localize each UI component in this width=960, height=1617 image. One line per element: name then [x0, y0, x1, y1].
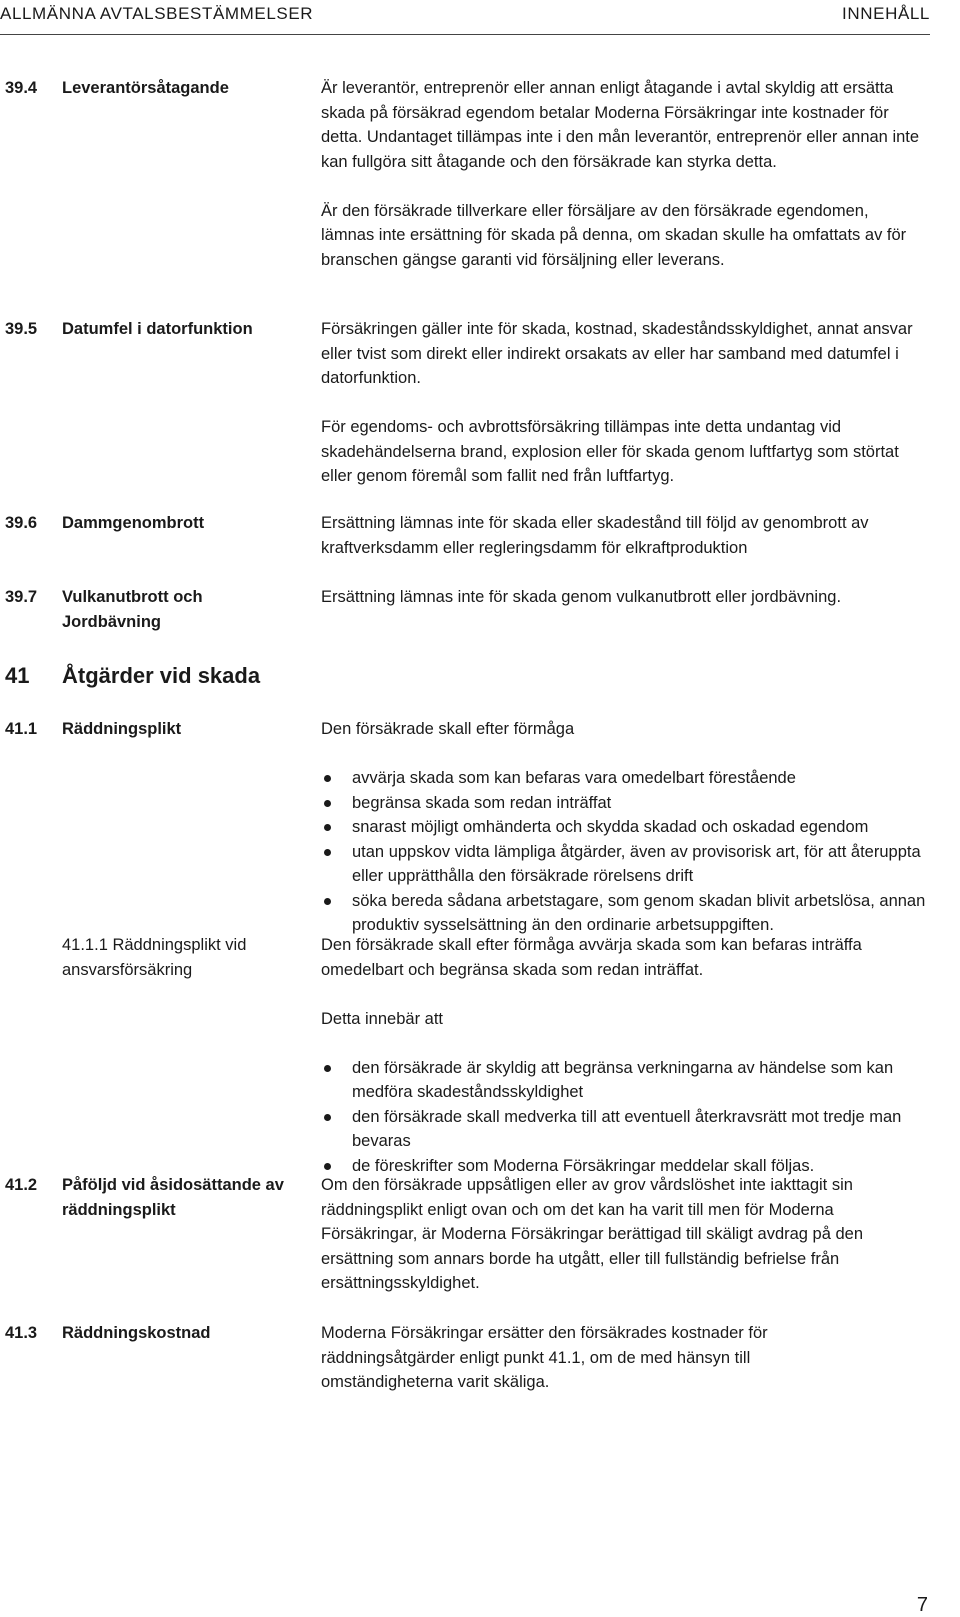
section-title: Påföljd vid åsidosättande av räddningsplikt	[62, 1176, 284, 1219]
paragraph: Ersättning lämnas inte för skada eller skadestånd till följd av genombrott av kraftverksdamm eller regleringsdamm för elkraftproduktion	[321, 514, 869, 557]
section-title: Leverantörsåtagande	[62, 79, 229, 97]
header-contents-link[interactable]: INNEHÅLL	[842, 4, 930, 23]
section-number: 39.6	[5, 514, 38, 532]
section-number: 39.4	[5, 79, 38, 97]
list-lead: Den försäkrade skall efter förmåga	[321, 720, 575, 738]
section-body	[321, 717, 926, 938]
page-number: 7	[916, 1594, 928, 1616]
paragraph: Ersättning lämnas inte för skada genom vulkanutbrott eller jordbävning.	[321, 588, 842, 606]
section-title: Datumfel i datorfunktion	[62, 320, 253, 338]
list-item: den försäkrade är skyldig att begränsa verkningarna av händelse som kan medföra skadeståndsskyldighet	[321, 1056, 926, 1105]
list-item: söka bereda sådana arbetstagare, som genom skadan blivit arbetslösa, annan produktiv sysselsättning än den ordinarie arbetsuppgiften.	[321, 889, 926, 938]
list-item: snarast möjligt omhänderta och skydda skadad och oskadad egendom	[321, 815, 926, 840]
bullet-list	[321, 766, 926, 938]
list-item: utan uppskov vidta lämpliga åtgärder, även av provisorisk art, för att återuppta eller upprätthålla den försäkrade rörelsens drift	[321, 840, 926, 889]
paragraph: Moderna Försäkringar ersätter den försäkrades kostnader för räddningsåtgärder enligt punkt 41.1, om de med hänsyn till omständigheterna varit skäliga.	[321, 1324, 768, 1391]
section-title: Vulkanutbrott och Jordbävning	[62, 588, 203, 631]
bullet-list	[321, 1056, 926, 1179]
header-section-title: ALLMÄNNA AVTALSBESTÄMMELSER	[0, 4, 314, 23]
chapter-heading-41	[5, 663, 260, 689]
section-body	[321, 317, 926, 489]
list-item: begränsa skada som redan inträffat	[321, 791, 926, 816]
section-number: 41.3	[5, 1324, 38, 1342]
chapter-title: Åtgärder vid skada	[62, 663, 261, 688]
section-body	[321, 1321, 801, 1395]
paragraph: För egendoms- och avbrottsförsäkring tillämpas inte detta undantag vid skadehändelserna brand, explosion eller för skada genom luftfartyg som störtat eller genom föremål som fallit ned från luftfartyg.	[321, 418, 899, 485]
list-item: avvärja skada som kan befaras vara omedelbart förestående	[321, 766, 926, 791]
paragraph: Är den försäkrade tillverkare eller försäljare av den försäkrade egendomen, lämnas inte ersättning för skada på denna, om skadan skulle ha omfattats av för branschen gängse garanti vid försäljning eller leverans.	[321, 201, 907, 269]
list-lead: Detta innebär att	[321, 1009, 443, 1028]
section-number: 41.2	[5, 1176, 38, 1194]
paragraph: Om den försäkrade uppsåtligen eller av grov vårdslöshet inte iakttagit sin räddningsplikt enligt ovan och om det kan ha varit till men för Moderna Försäkringar, är Moderna Försäkringar berättigad till skäligt avdrag på den ersättning som annars borde ha utgått, eller till fullständig befrielse från ersättningsskyldighet.	[321, 1176, 864, 1292]
section-title: Räddningskostnad	[62, 1324, 211, 1342]
section-number: 41.1	[5, 720, 38, 738]
section-number: 39.5	[5, 320, 38, 338]
section-number: 39.7	[5, 588, 38, 606]
section-body	[321, 76, 926, 272]
section-title: Dammgenombrott	[62, 514, 205, 532]
paragraph: Den försäkrade skall efter förmåga avvärja skada som kan befaras inträffa omedelbart och begränsa skada som redan inträffat.	[321, 936, 862, 979]
paragraph: Försäkringen gäller inte för skada, kostnad, skadeståndsskyldighet, annat ansvar eller tvist som direkt eller indirekt orsakats av eller har samband med datumfel i datorfunktion.	[321, 320, 913, 387]
paragraph: Är leverantör, entreprenör eller annan enligt åtagande i avtal skyldig att ersätta skada på försäkrad egendom betalar Moderna Försäkringar inte kostnader för detta. Undantaget tillämpas inte i den mån leverantör, entreprenör eller annan inte kan fullgöra sitt åtagande och den försäkrade kan styrka detta.	[321, 79, 920, 171]
section-title: Räddningsplikt	[62, 720, 182, 738]
chapter-number: 41	[5, 663, 30, 688]
section-body	[321, 511, 926, 560]
list-item: de föreskrifter som Moderna Försäkringar meddelar skall följas.	[321, 1154, 926, 1179]
running-header	[0, 4, 930, 35]
section-body	[321, 1173, 926, 1296]
section-body	[321, 933, 926, 1178]
section-body	[321, 585, 926, 610]
list-item: den försäkrade skall medverka till att eventuell återkravsrätt mot tredje man bevaras	[321, 1105, 926, 1154]
subsection-title: 41.1.1 Räddningsplikt vid ansvarsförsäkring	[62, 936, 247, 979]
